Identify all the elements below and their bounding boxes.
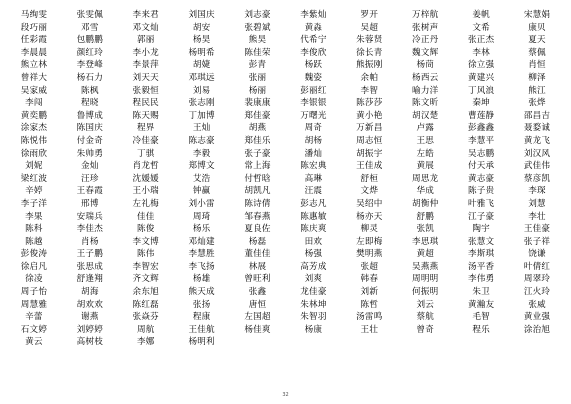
- name-cell: 郑佳豪: [244, 110, 271, 121]
- name-cell: 陈莎莎: [356, 98, 383, 109]
- name-cell: 陈惠敏: [300, 211, 327, 222]
- name-cell: 马绚雯: [20, 10, 48, 20]
- name-cell: 张凯: [416, 224, 435, 235]
- name-cell: 陈诗倩: [244, 198, 271, 209]
- name-cell: 任彩霞: [20, 35, 48, 46]
- name-cell: 华成: [416, 186, 435, 197]
- name-cell: 段巧丽: [20, 22, 48, 33]
- name-cell: 左国超: [244, 312, 271, 323]
- name-cell: 朱帅勇: [76, 148, 104, 159]
- name-cell: 熊昊: [248, 35, 267, 46]
- name-cell: 刘云: [416, 299, 435, 310]
- name-cell: 冷佳豪: [132, 135, 159, 146]
- name-cell: 陈红磊: [132, 299, 159, 310]
- name-cell: 李文博: [132, 236, 159, 247]
- name-cell: 韩春: [360, 274, 379, 285]
- name-cell: 高树枝: [76, 337, 104, 348]
- name-cell: 江火玲: [523, 287, 551, 298]
- name-cell: 刘婷婷: [76, 324, 104, 335]
- name-cell: 邢博: [81, 198, 99, 209]
- name-cell: 裴康康: [244, 98, 271, 109]
- name-cell: 熊天成: [188, 287, 215, 298]
- name-cell: 艾浩: [192, 173, 211, 184]
- name-cell: 彭丽红: [300, 85, 327, 96]
- name-cell: 武佳伟: [523, 161, 551, 172]
- name-cell: 李智宏: [132, 261, 159, 272]
- name-cell: 熊立林: [20, 60, 48, 71]
- name-cell: 李娜: [136, 337, 155, 348]
- name-cell: 舒桓: [360, 173, 379, 184]
- name-cell: 周思龙: [412, 173, 439, 184]
- name-cell: 杨乐: [192, 224, 211, 235]
- name-cell: 陈国庆: [76, 123, 104, 134]
- name-cell: 夏良佐: [244, 224, 271, 235]
- name-cell: 鲁博成: [76, 110, 104, 121]
- name-cell: 吴绍中: [356, 198, 383, 209]
- name-cell: 杨昊: [192, 35, 211, 46]
- name-cell: 王灿: [192, 123, 211, 134]
- name-cell: 杨明希: [188, 47, 215, 58]
- name-cell: 李果: [25, 211, 43, 222]
- name-cell: 包鹏鹏: [76, 35, 104, 46]
- name-cell: 李景萍: [132, 60, 159, 71]
- name-cell: 陈科: [25, 224, 43, 235]
- name-cell: 李琛: [528, 186, 546, 197]
- name-cell: 安瑞兵: [76, 211, 104, 222]
- name-cell: 代希宁: [300, 35, 327, 46]
- name-cell: 康贝: [528, 22, 546, 33]
- name-cell: 林展: [248, 261, 267, 272]
- name-cell: 郭丽: [136, 35, 155, 46]
- name-cell: 高芳成: [300, 261, 327, 272]
- name-cell: 李小龙: [132, 47, 159, 58]
- name-cell: 朱林坤: [300, 299, 327, 310]
- name-cell: 钟赢: [192, 186, 211, 197]
- name-cell: 陈俊: [136, 224, 155, 235]
- name-cell: 王春霞: [76, 186, 104, 197]
- name-cell: 李闯: [25, 98, 43, 109]
- name-cell: 万梓航: [412, 10, 439, 20]
- name-cell: 张丽: [248, 72, 267, 83]
- name-cell: 潘灿: [304, 148, 323, 159]
- name-cell: 王佳豪: [523, 224, 551, 235]
- name-cell: 黄小艳: [356, 110, 383, 121]
- name-cell: 李伟勇: [467, 274, 495, 285]
- name-cell: 徐长青: [356, 47, 383, 58]
- name-cell: 张碧斌: [244, 22, 271, 33]
- name-cell: 曾奇: [416, 324, 435, 335]
- name-cell: 杨佳爽: [244, 324, 271, 335]
- name-cell: 徐雨欣: [20, 148, 48, 159]
- name-cell: 陈子贵: [467, 186, 495, 197]
- name-cell: 李登峰: [76, 60, 104, 71]
- name-cell: 徐启凡: [20, 261, 48, 272]
- name-cell: 王壮: [360, 324, 379, 335]
- name-cell: 胡海: [81, 287, 99, 298]
- name-cell: 刘易: [192, 85, 211, 96]
- name-cell: 杨雄: [192, 274, 211, 285]
- name-cell: 黄展: [416, 161, 435, 172]
- name-cell: 唐恒: [248, 299, 267, 310]
- name-cell: 丁风浪: [467, 85, 495, 96]
- name-cell: 杨康: [304, 324, 323, 335]
- name-cell: 彭俊涛: [20, 249, 48, 260]
- name-cell: 丁骐: [136, 148, 155, 159]
- name-cell: 刘国庆: [188, 10, 215, 20]
- name-cell: 张子豪: [244, 148, 271, 159]
- name-cell: 余帕: [360, 72, 379, 83]
- name-cell: 文希: [472, 22, 490, 33]
- name-cell: 彭鑫鑫: [467, 123, 495, 134]
- name-cell: 陈悦伟: [20, 135, 48, 146]
- name-cell: 刘志豪: [244, 10, 271, 20]
- name-cell: 江子豪: [467, 211, 495, 222]
- name-cell: 黄业强: [523, 312, 551, 323]
- name-cell: 张雯佩: [76, 10, 104, 20]
- name-cell: 彭青: [248, 60, 267, 71]
- name-cell: 刘慧: [528, 198, 546, 209]
- name-cell: 舒鹏: [416, 211, 435, 222]
- name-cell: 刘天天: [132, 72, 159, 83]
- name-cell: 蔡佩: [528, 47, 546, 58]
- name-cell: 汪珍: [81, 173, 99, 184]
- name-cell: 梁红波: [20, 173, 48, 184]
- name-cell: 张慧文: [467, 236, 495, 247]
- name-cell: 吴燕燕: [412, 261, 439, 272]
- name-cell: 黄志豪: [467, 173, 495, 184]
- name-cell: 朱卫: [472, 287, 490, 298]
- name-cell: 文烨: [360, 186, 379, 197]
- name-cell: 杨亦天: [356, 211, 383, 222]
- name-cell: 张威: [528, 299, 546, 310]
- name-cell: 周奇: [304, 123, 323, 134]
- name-cell: 叶雅飞: [467, 198, 495, 209]
- name-cell: 李毅: [192, 148, 211, 159]
- name-cell: 胡凯凡: [244, 186, 271, 197]
- name-cell: 肖恒: [528, 60, 546, 71]
- name-cell: 魏姿: [304, 72, 323, 83]
- name-cell: 付天承: [467, 161, 495, 172]
- name-cell: 喻力洋: [412, 85, 439, 96]
- name-cell: 王思: [416, 135, 435, 146]
- name-cell: 毛智: [472, 312, 490, 323]
- name-cell: 黄淼: [304, 22, 323, 33]
- name-cell: 徐立强: [467, 60, 495, 71]
- name-cell: 汤平香: [467, 261, 495, 272]
- name-cell: 李银银: [300, 98, 327, 109]
- name-cell: 郑佳乐: [244, 135, 271, 146]
- name-cell: 张毅恒: [132, 85, 159, 96]
- name-cell: 陈伟: [136, 249, 155, 260]
- name-cell: 杨西云: [412, 72, 439, 83]
- name-cell: 左礼梅: [132, 198, 159, 209]
- name-cell: 李紫灿: [300, 10, 327, 20]
- name-cell: 涂家杰: [20, 123, 48, 134]
- name-cell: 舒逢翔: [76, 274, 104, 285]
- name-cell: 邓雪: [81, 22, 99, 33]
- name-cell: 李思琪: [412, 236, 439, 247]
- name-cell: 胡衡仲: [412, 198, 439, 209]
- name-cell: 吴志鹏: [467, 148, 495, 159]
- name-cell: 周明明: [412, 274, 439, 285]
- name-cell: 李林: [472, 47, 490, 58]
- page-number: 32: [282, 392, 289, 398]
- name-cell: 陈庆爽: [300, 224, 327, 235]
- name-cell: 冷正丹: [412, 35, 439, 46]
- name-cell: 陶宇: [472, 224, 490, 235]
- name-cell: 周子怡: [20, 287, 48, 298]
- name-cell: 黄奕鹏: [20, 110, 48, 121]
- name-cell: 肖龙哲: [132, 161, 159, 172]
- name-cell: 杨跃: [304, 60, 323, 71]
- name-cell: 罗开: [360, 10, 379, 20]
- name-cell: 熊振刚: [356, 60, 383, 71]
- name-cell: 魏文辉: [412, 47, 439, 58]
- name-cell: 樊明燕: [356, 249, 383, 260]
- name-cell: 熊江: [528, 85, 546, 96]
- name-cell: 辛婷: [25, 186, 43, 197]
- name-cell: 张烨: [528, 98, 546, 109]
- name-cell: 叶倩红: [523, 261, 551, 272]
- name-cell: 黄建兴: [467, 72, 495, 83]
- name-cell: 黄超: [416, 249, 435, 260]
- name-cell: 金灿: [81, 161, 99, 172]
- name-cell: 郑博文: [188, 161, 215, 172]
- name-cell: 汪震: [304, 186, 323, 197]
- name-cell: 谢燕: [81, 312, 99, 323]
- name-cell: 张树声: [412, 22, 439, 33]
- name-cell: 朱智羽: [300, 312, 327, 323]
- name-cell: 胡汉楚: [412, 110, 439, 121]
- name-cell: 余东旭: [132, 287, 159, 298]
- name-cell: 齐文辉: [132, 274, 159, 285]
- name-cell: 陈哲: [360, 299, 379, 310]
- name-cell: 夏天: [528, 35, 546, 46]
- name-cell: 程康: [192, 312, 211, 323]
- name-cell: 周志恒: [356, 135, 383, 146]
- name-cell: 佳佳: [136, 211, 155, 222]
- name-cell: 曹莲静: [467, 110, 495, 121]
- name-cell: 姜帆: [472, 10, 490, 20]
- name-cell: 柳泽: [528, 72, 546, 83]
- name-cell: 李俊欣: [300, 47, 327, 58]
- name-cell: 程乐: [472, 324, 490, 335]
- name-cell: 刘爽: [304, 274, 323, 285]
- name-cell: 杨茼: [416, 60, 435, 71]
- name-cell: 彭志凡: [300, 198, 327, 209]
- name-cell: 吴家威: [20, 85, 48, 96]
- name-cell: 李来君: [132, 10, 159, 20]
- name-cell: 张扬: [192, 299, 211, 310]
- name-cell: 张鑫: [248, 287, 267, 298]
- name-cell: 李斯琪: [467, 249, 495, 260]
- name-cell: 胡杨: [304, 135, 323, 146]
- name-cell: 陈宏典: [300, 161, 327, 172]
- name-cell: 杨石力: [76, 72, 104, 83]
- name-cell: 张焱芬: [132, 312, 159, 323]
- name-cell: 胡欢欢: [76, 299, 104, 310]
- name-cell: 李慧胜: [188, 249, 215, 260]
- name-cell: 周慧雅: [20, 299, 48, 310]
- name-cell: 王子鹏: [76, 249, 104, 260]
- name-cell: 程民民: [132, 98, 159, 109]
- name-cell: 王佳成: [356, 161, 383, 172]
- name-cell: 田欢: [304, 236, 323, 247]
- name-cell: 饶谦: [528, 249, 546, 260]
- name-cell: 张子祥: [523, 236, 551, 247]
- name-cell: 周航: [136, 324, 155, 335]
- name-cell: 杨丽: [248, 85, 267, 96]
- name-cell: 邓灿建: [188, 236, 215, 247]
- name-cell: 陈佳荣: [244, 47, 271, 58]
- name-cell: 邓琪远: [188, 72, 215, 83]
- name-cell: 左皓: [416, 148, 435, 159]
- name-cell: 曾旺利: [244, 274, 271, 285]
- name-cell: 王佳航: [188, 324, 215, 335]
- name-cell: 邓文灿: [132, 22, 159, 33]
- name-cell: 李飞扬: [188, 261, 215, 272]
- name-cell: 吴超: [360, 22, 379, 33]
- name-cell: 丁加博: [188, 110, 215, 121]
- name-cell: 朱蓉贤: [356, 35, 383, 46]
- name-cell: 颜红玲: [76, 47, 104, 58]
- name-cell: 李晨晨: [20, 47, 48, 58]
- name-cell: 万新昌: [356, 123, 383, 134]
- name-cell: 龙佳豪: [300, 287, 327, 298]
- name-cell: 宋慧娟: [523, 10, 551, 20]
- name-cell: 邹春燕: [244, 211, 271, 222]
- name-cell: 高琳: [304, 173, 323, 184]
- name-cell: 蔡航: [416, 312, 435, 323]
- name-cell: 刘妮: [25, 161, 43, 172]
- name-cell: 周翠玲: [523, 274, 551, 285]
- name-cell: 付哲晗: [244, 173, 271, 184]
- name-cell: 刘新: [360, 287, 379, 298]
- name-cell: 蔡彦凯: [523, 173, 551, 184]
- name-cell: 杨磊: [248, 236, 267, 247]
- name-cell: 张正杰: [467, 35, 495, 46]
- name-cell: 黄云: [25, 337, 43, 348]
- name-cell: 杨明利: [188, 337, 215, 348]
- name-cell: 聂婺诚: [523, 123, 551, 134]
- name-cell: 肖杨: [81, 236, 99, 247]
- name-cell: 辛蕾: [25, 312, 43, 323]
- name-cell: 陈文昕: [412, 98, 439, 109]
- name-cell: 常上海: [244, 161, 271, 172]
- name-cell: 杨强: [304, 249, 323, 260]
- name-cell: 曾祥大: [20, 72, 48, 83]
- name-cell: 黄瀚友: [467, 299, 495, 310]
- name-cell: 陈枫: [81, 85, 99, 96]
- name-cell: 张志刚: [188, 98, 215, 109]
- name-cell: 李子洋: [20, 198, 48, 209]
- name-cell: 胡婕: [192, 60, 211, 71]
- name-cell: 李佳杰: [76, 224, 104, 235]
- name-cell: 沈媛媛: [132, 173, 159, 184]
- name-cell: 秦坤: [472, 98, 490, 109]
- name-cell: 左即梅: [356, 236, 383, 247]
- name-cell: 周琦: [192, 211, 211, 222]
- name-list-grid: [6, 9, 565, 349]
- name-cell: 李壮: [528, 211, 546, 222]
- name-cell: 柳灵: [360, 224, 379, 235]
- name-cell: 程晓: [81, 98, 99, 109]
- name-cell: 刘小雷: [188, 198, 215, 209]
- name-cell: 徐凌: [25, 274, 43, 285]
- name-cell: 张思成: [76, 261, 104, 272]
- name-cell: 李慧平: [467, 135, 495, 146]
- name-cell: 陈志豪: [188, 135, 215, 146]
- name-cell: 刘汉风: [523, 148, 551, 159]
- name-cell: 卢露: [416, 123, 435, 134]
- name-cell: 涂治旭: [523, 324, 551, 335]
- name-cell: 陈天赐: [132, 110, 159, 121]
- name-cell: 陈越: [25, 236, 43, 247]
- name-cell: 石文婷: [20, 324, 48, 335]
- name-cell: 付金奇: [76, 135, 104, 146]
- name-cell: 张超: [360, 261, 379, 272]
- name-cell: 万曙光: [300, 110, 327, 121]
- name-cell: 胡安: [192, 22, 211, 33]
- name-cell: 邵昌吉: [523, 110, 551, 121]
- name-cell: 胡振宇: [356, 148, 383, 159]
- name-cell: 胡燕: [248, 123, 267, 134]
- name-cell: 程界: [136, 123, 155, 134]
- name-cell: 董佳佳: [244, 249, 271, 260]
- name-cell: 何振明: [412, 287, 439, 298]
- name-cell: 黄龙飞: [523, 135, 551, 146]
- name-cell: 李智: [360, 85, 379, 96]
- name-cell: 汤雷鸣: [356, 312, 383, 323]
- name-cell: 王小瑞: [132, 186, 159, 197]
